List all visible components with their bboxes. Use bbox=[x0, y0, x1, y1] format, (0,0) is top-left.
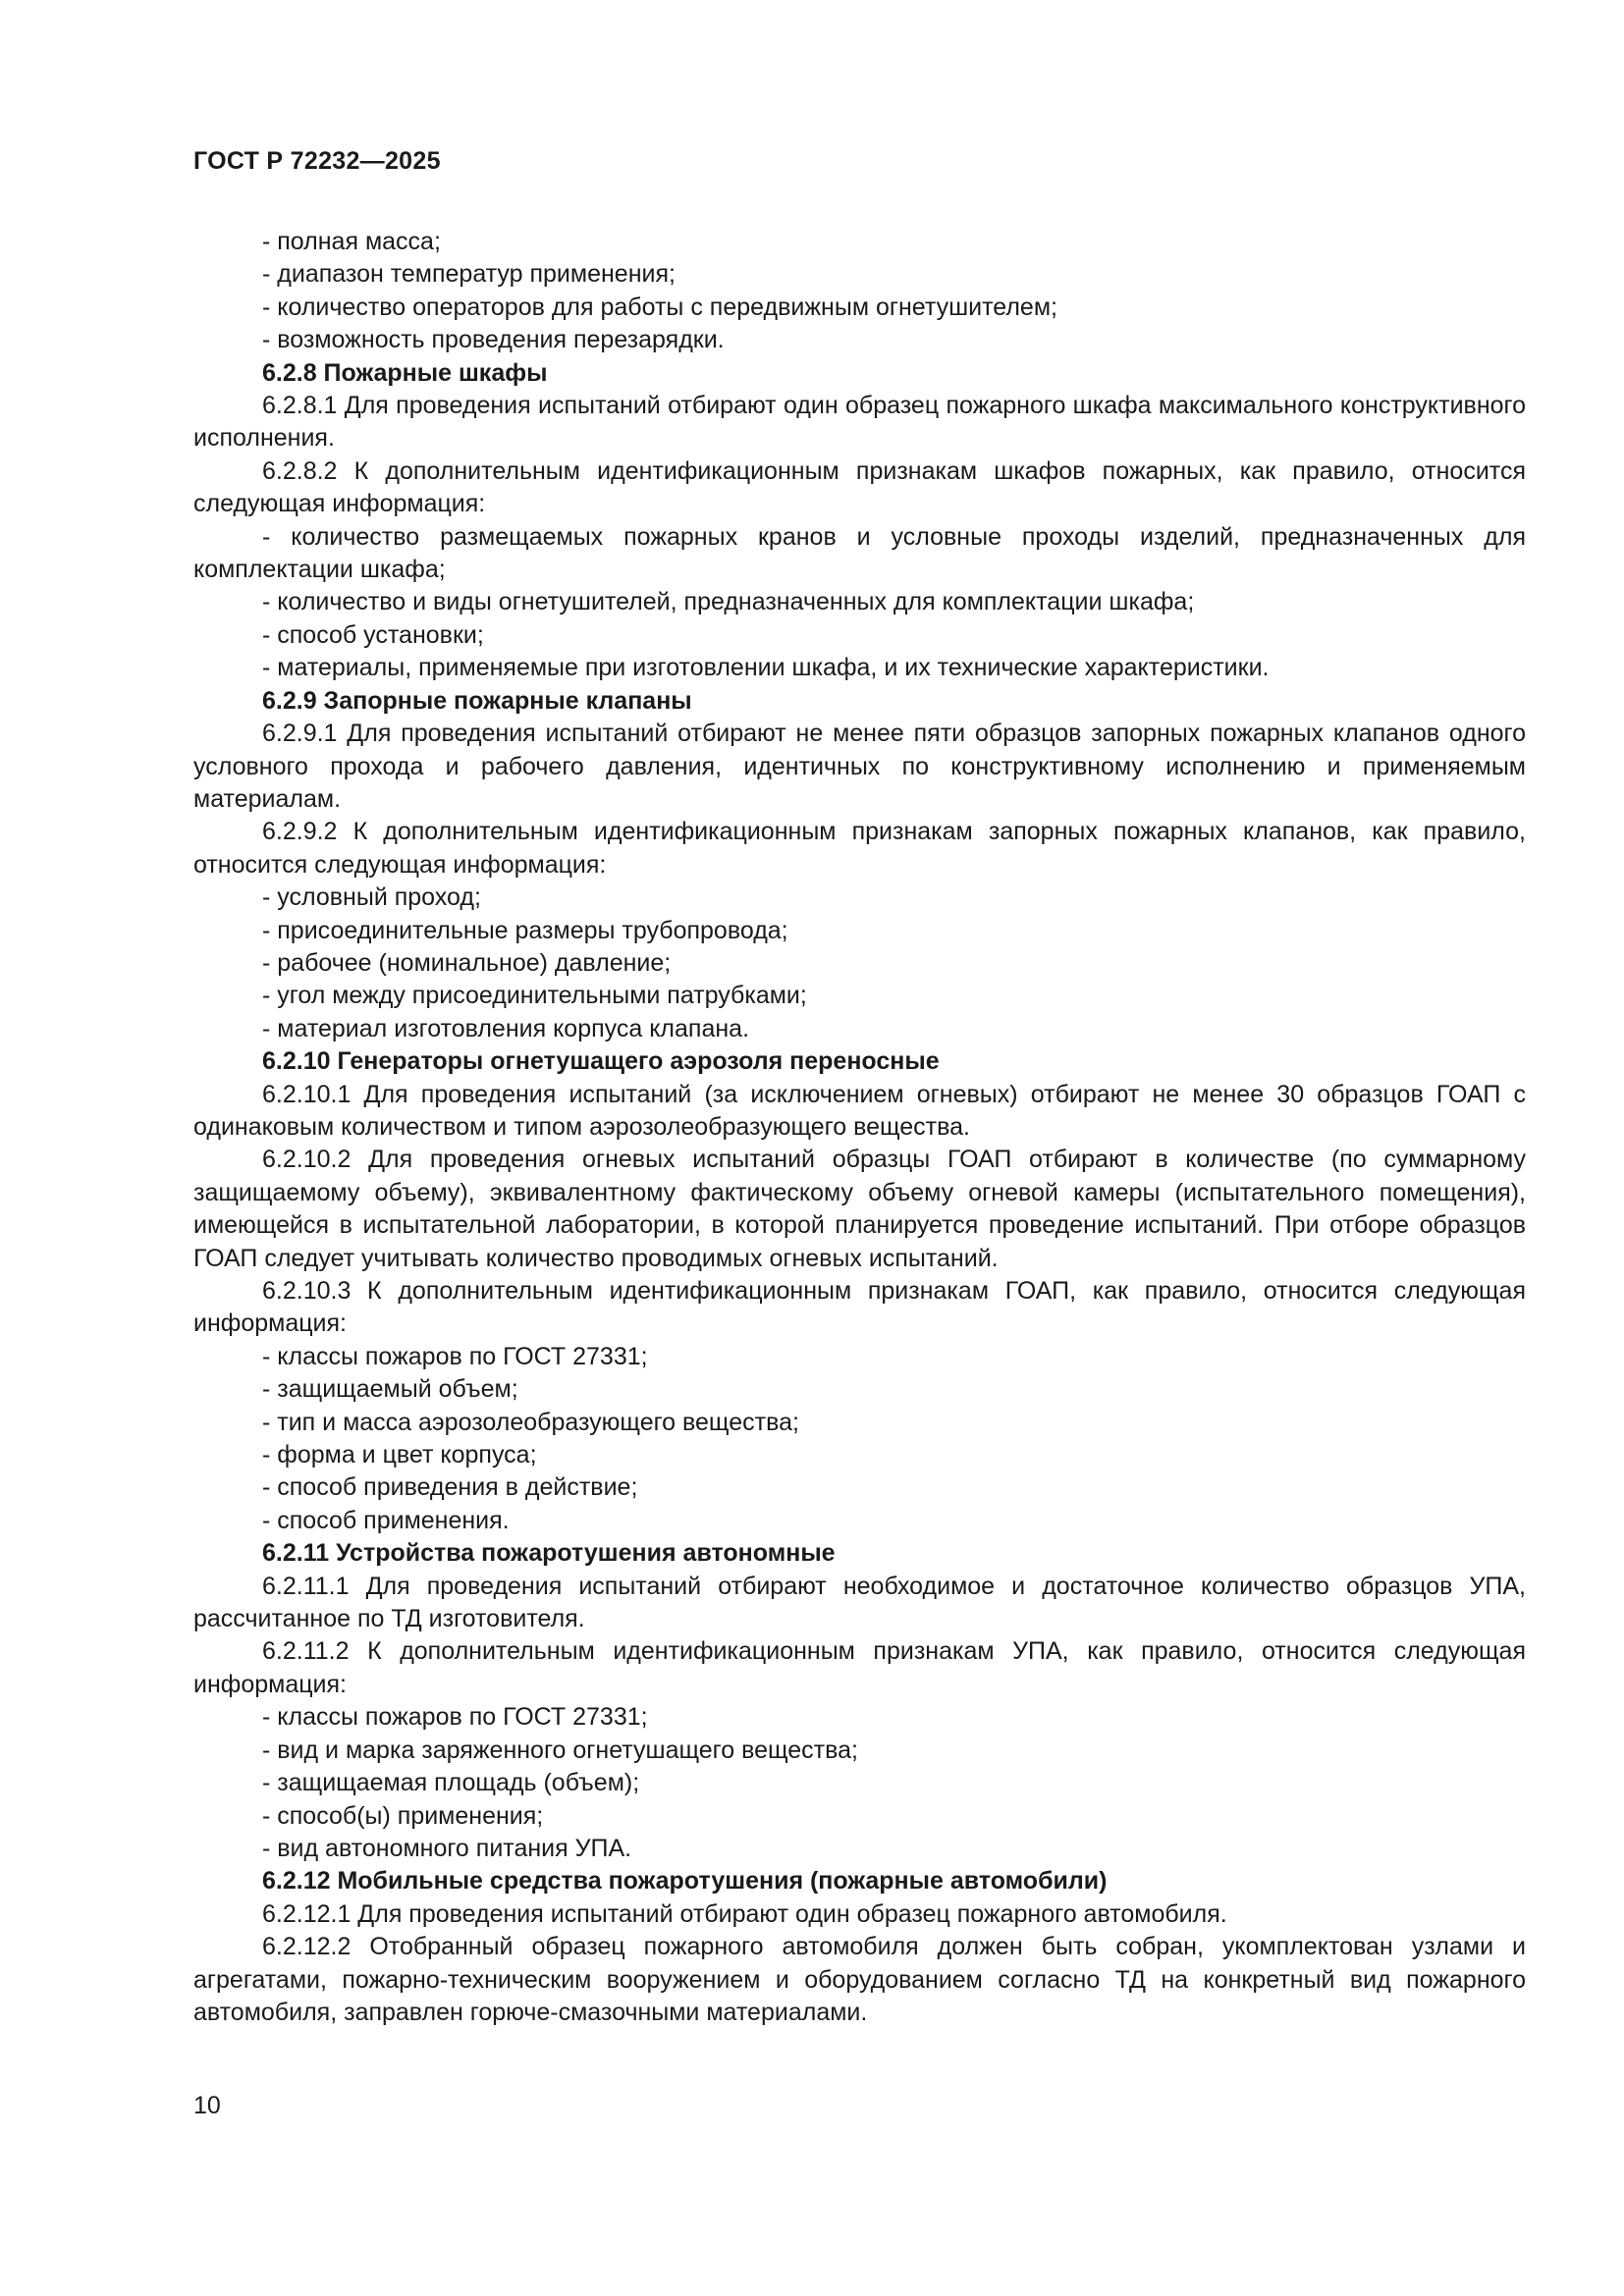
paragraph-6-2-11-1: 6.2.11.1 Для проведения испытаний отбирают необходимое и достаточное количество образцов УПА, рассчитанное по ТД изготовителя. bbox=[193, 1572, 1526, 1633]
paragraph-6-2-8-2: 6.2.8.2 К дополнительным идентификационным признакам шкафов пожарных, как правило, относится следующая информация: bbox=[193, 456, 1526, 518]
list-item: - вид автономного питания УПА. bbox=[262, 1834, 632, 1862]
list-item: - защищаемый объем; bbox=[262, 1375, 518, 1404]
list-item: - количество размещаемых пожарных кранов и условные проходы изделий, предназначенных для комплектации шкафа; bbox=[193, 522, 1526, 584]
list-item: - материалы, применяемые при изготовлении шкафа, и их технические характеристики. bbox=[262, 654, 1270, 682]
list-item: - вид и марка заряженного огнетушащего вещества; bbox=[262, 1735, 858, 1764]
list-item: - защищаемая площадь (объем); bbox=[262, 1769, 640, 1797]
page-number: 10 bbox=[193, 2092, 221, 2119]
document-body bbox=[193, 226, 1526, 2029]
list-item: - количество и виды огнетушителей, предназначенных для комплектации шкафа; bbox=[262, 588, 1195, 616]
paragraph-6-2-11-2: 6.2.11.2 К дополнительным идентификационным признакам УПА, как правило, относится следующая информация: bbox=[193, 1637, 1526, 1698]
document-code-header: ГОСТ Р 72232—2025 bbox=[193, 147, 441, 175]
list-item: - присоединительные размеры трубопровода; bbox=[262, 916, 788, 944]
list-item: - классы пожаров по ГОСТ 27331; bbox=[262, 1342, 648, 1370]
list-item: - полная масса; bbox=[262, 228, 441, 255]
section-heading-6-2-9: 6.2.9 Запорные пожарные клапаны bbox=[262, 686, 692, 715]
list-item: - материал изготовления корпуса клапана. bbox=[262, 1014, 750, 1042]
list-item: - способ установки; bbox=[262, 620, 484, 649]
list-item: - способ приведения в действие; bbox=[262, 1473, 638, 1502]
section-heading-6-2-10: 6.2.10 Генераторы огнетушащего аэрозоля переносные bbox=[262, 1047, 940, 1076]
section-heading-6-2-12: 6.2.12 Мобильные средства пожаротушения (пожарные автомобили) bbox=[262, 1867, 1108, 1896]
paragraph-6-2-8-1: 6.2.8.1 Для проведения испытаний отбирают один образец пожарного шкафа максимального конструктивного исполнения. bbox=[193, 392, 1526, 453]
list-item: - количество операторов для работы с передвижным огнетушителем; bbox=[262, 293, 1057, 321]
paragraph-6-2-12-1: 6.2.12.1 Для проведения испытаний отбирают один образец пожарного автомобиля. bbox=[262, 1899, 1227, 1928]
paragraph-6-2-10-2: 6.2.10.2 Для проведения огневых испытаний образцы ГОАП отбирают в количестве (по суммарному защищаемому объему), эквивалентному фактическому объему огневой камеры (испытательного помещения), имеющейся в испытательной лаборатории, в которой планируется проведение испытаний. При отборе образцов ГОАП следует учитывать количество проводимых огневых испытаний. bbox=[193, 1146, 1526, 1272]
list-item: - рабочее (номинальное) давление; bbox=[262, 948, 672, 977]
list-item: - условный проход; bbox=[262, 883, 481, 912]
list-item: - способ(ы) применения; bbox=[262, 1801, 544, 1830]
paragraph-6-2-9-1: 6.2.9.1 Для проведения испытаний отбирают не менее пяти образцов запорных пожарных клапанов одного условного прохода и рабочего давления, идентичных по конструктивному исполнению и применяемым материалам. bbox=[193, 720, 1526, 813]
list-item: - угол между присоединительными патрубками; bbox=[262, 982, 807, 1010]
list-item: - классы пожаров по ГОСТ 27331; bbox=[262, 1703, 648, 1732]
list-item: - тип и масса аэрозолеобразующего вещества; bbox=[262, 1408, 799, 1436]
list-item: - способ применения. bbox=[262, 1506, 510, 1534]
section-heading-6-2-11: 6.2.11 Устройства пожаротушения автономные bbox=[262, 1539, 836, 1568]
paragraph-6-2-10-3: 6.2.10.3 К дополнительным идентификационным признакам ГОАП, как правило, относится следующая информация: bbox=[193, 1277, 1526, 1338]
list-item: - форма и цвет корпуса; bbox=[262, 1441, 537, 1469]
paragraph-6-2-9-2: 6.2.9.2 К дополнительным идентификационным признакам запорных пожарных клапанов, как правило, относится следующая информация: bbox=[193, 818, 1526, 879]
paragraph-6-2-10-1: 6.2.10.1 Для проведения испытаний (за исключением огневых) отбирают не менее 30 образцов ГОАП с одинаковым количеством и типом аэрозолеобразующего вещества. bbox=[193, 1080, 1526, 1141]
paragraph-6-2-12-2: 6.2.12.2 Отобранный образец пожарного автомобиля должен быть собран, укомплектован узлами и агрегатами, пожарно-техническим вооружением и оборудованием согласно ТД на конкретный вид пожарного автомобиля, заправлен горюче-смазочными материалами. bbox=[193, 1933, 1526, 2026]
list-item: - возможность проведения перезарядки. bbox=[262, 326, 725, 354]
list-item: - диапазон температур применения; bbox=[262, 260, 676, 289]
section-heading-6-2-8: 6.2.8 Пожарные шкафы bbox=[262, 358, 548, 387]
